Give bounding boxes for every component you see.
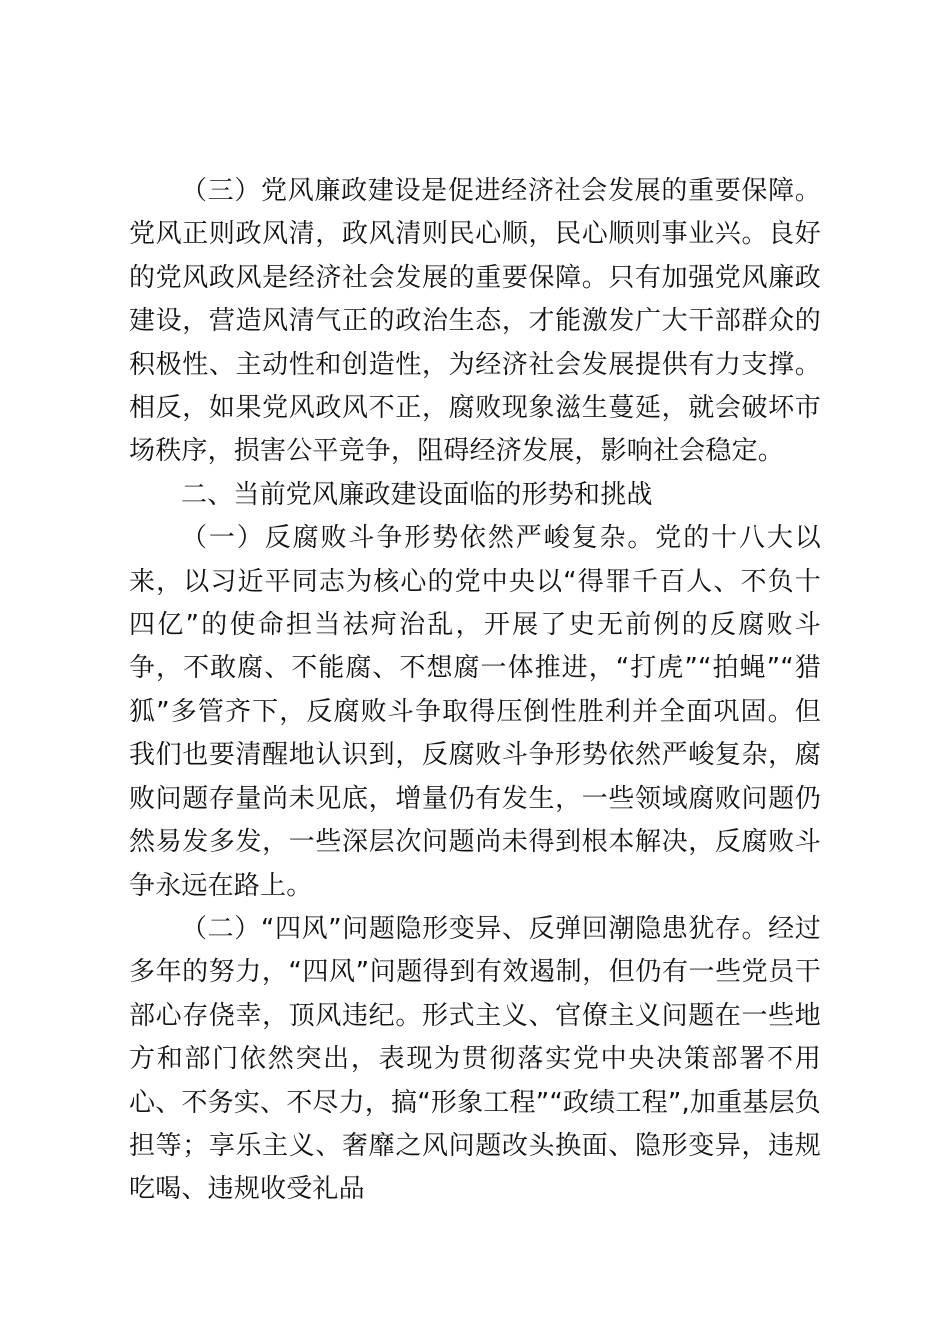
section-heading-two: 二、当前党风廉政建设面临的形势和挑战 — [181, 479, 653, 510]
paragraph-subsection-one: （一）反腐败斗争形势依然严峻复杂。党的十八大以来，以习近平同志为核心的党中央以“得罪千百人、不负十四亿”的使命担当祛疴治乱，开展了史无前例的反腐败斗争，不敢腐、不能腐、不想腐一体推进，“打虎”“拍蝇”“猎狐”多管齐下，反腐败斗争取得压倒性胜利并全面巩固。但我们也要清醒地认识到，反腐败斗争形势依然严峻复杂，腐败问题存量尚未见底，增量仍有发生，一些领域腐败问题仍然易发多发，一些深层次问题尚未得到根本解决，反腐败斗争永远在路上。 — [129, 523, 821, 901]
paragraph-subsection-two: （二）“四风”问题隐形变异、反弹回潮隐患犹存。经过多年的努力，“四风”问题得到有效遏制，但仍有一些党员干部心存侥幸，顶风违纪。形式主义、官僚主义问题在一些地方和部门依然突出，表现为贯彻落实党中央决策部署不用心、不务实、不尽力，搞“形象工程”“政绩工程”,加重基层负担等；享乐主义、奢靡之风问题改头换面、隐形变异，违规吃喝、违规收受礼品 — [129, 913, 821, 1205]
document-body — [129, 170, 821, 1212]
paragraph-section-three: （三）党风廉政建设是促进经济社会发展的重要保障。党风正则政风清，政风清则民心顺，民心顺则事业兴。良好的党风政风是经济社会发展的重要保障。只有加强党风廉政建设，营造风清气正的政治生态，才能激发广大干部群众的积极性、主动性和创造性，为经济社会发展提供有力支撑。相反，如果党风政风不正，腐败现象滋生蔓延，就会破坏市场秩序，损害公平竞争，阻碍经济发展，影响社会稳定。 — [129, 176, 821, 467]
